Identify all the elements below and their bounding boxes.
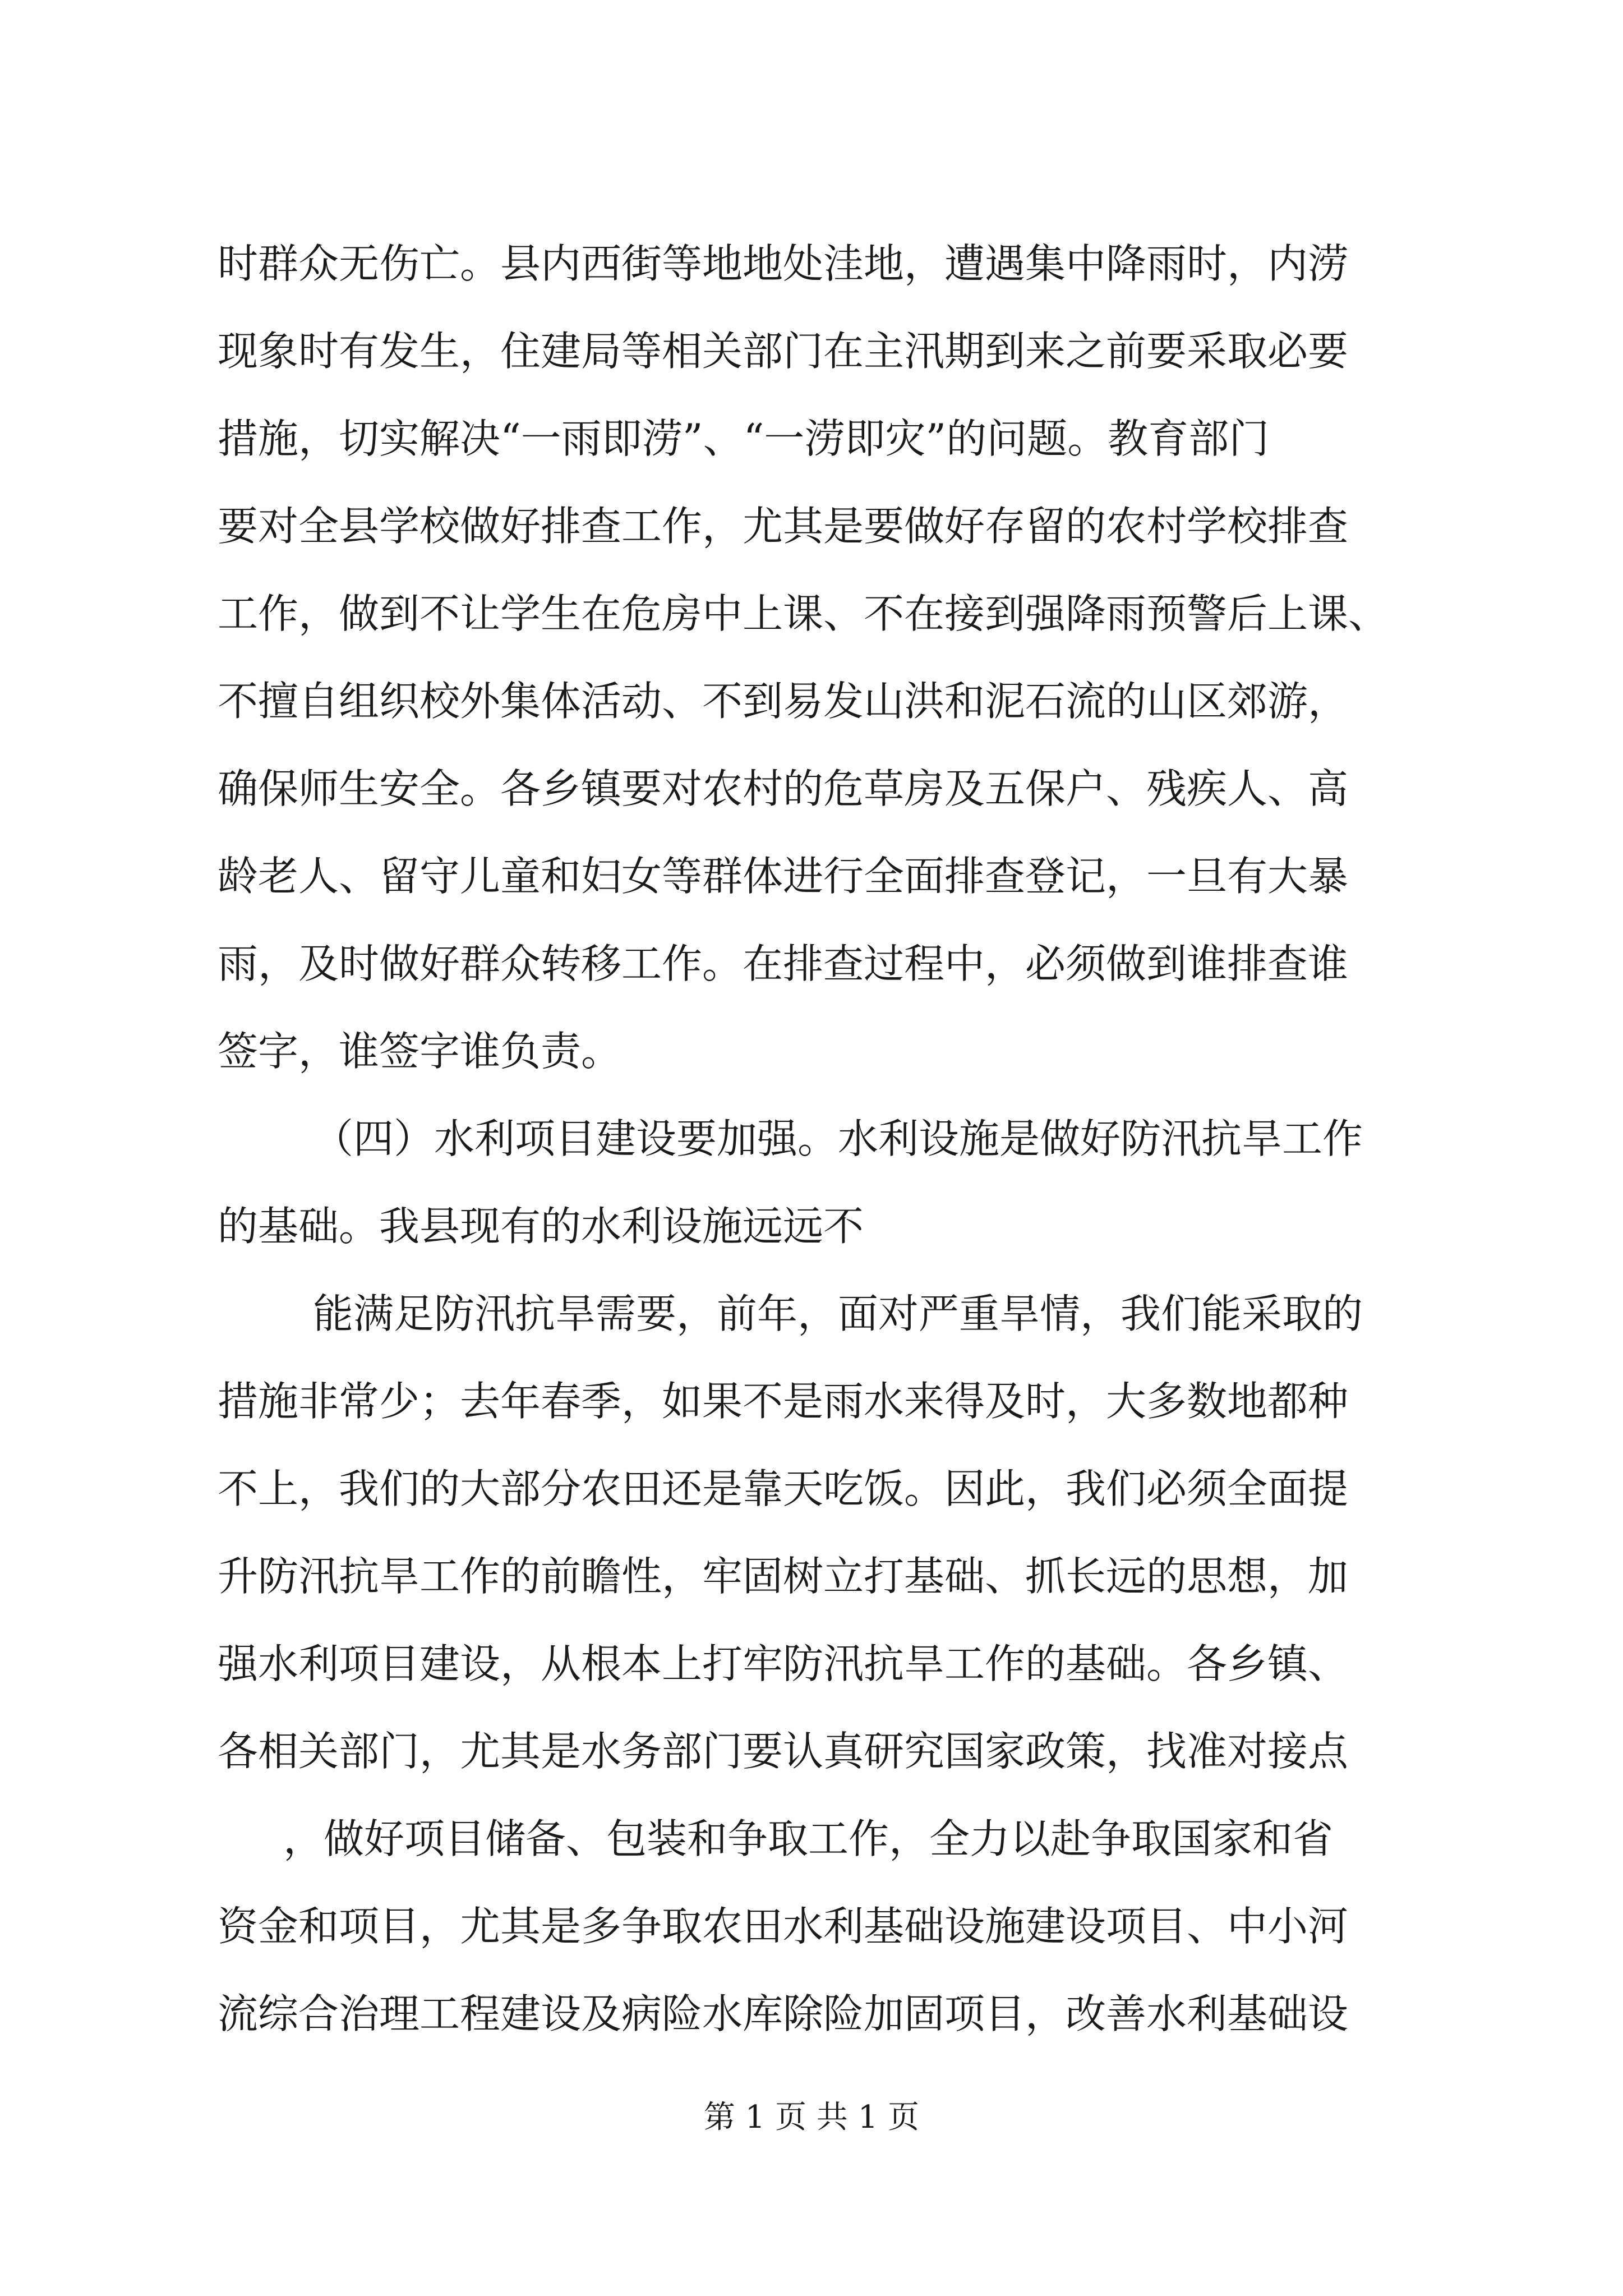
text-line-18: 各相关部门，尤其是水务部门要认真研究国家政策，找准对接点 <box>218 1728 1349 1775</box>
text-line-12: 的基础。我县现有的水利设施远远不 <box>218 1203 864 1250</box>
page-footer: 第 1 页 共 1 页 <box>703 2099 920 2136</box>
text-line-1: 时群众无伤亡。县内西街等地地处洼地，遭遇集中降雨时，内涝 <box>218 240 1349 287</box>
text-line-5: 工作，做到不让学生在危房中上课、不在接到强降雨预警后上课、 <box>218 590 1389 637</box>
text-line-10: 签字，谁签字谁负责。 <box>218 1028 622 1075</box>
text-line-9: 雨，及时做好群众转移工作。在排查过程中，必须做到谁排查谁 <box>218 940 1349 987</box>
text-line-4: 要对全县学校做好排查工作，尤其是要做好存留的农村学校排查 <box>218 503 1349 550</box>
text-line-14: 措施非常少；去年春季，如果不是雨水来得及时，大多数地都种 <box>218 1378 1349 1425</box>
text-line-17: 强水利项目建设，从根本上打牢防汛抗旱工作的基础。各乡镇、 <box>218 1640 1349 1687</box>
section-heading-four: （四）水利项目建设要加强。水利设施是做好防汛抗旱工作 <box>313 1115 1363 1162</box>
text-line-13: 能满足防汛抗旱需要，前年，面对严重旱情，我们能采取的 <box>313 1290 1363 1337</box>
text-line-3: 措施，切实解决“一雨即涝”、“一涝即灾”的问题。教育部门 <box>218 415 1270 462</box>
text-line-2: 现象时有发生，住建局等相关部门在主汛期到来之前要采取必要 <box>218 328 1349 375</box>
text-line-15: 不上，我们的大部分农田还是靠天吃饭。因此，我们必须全面提 <box>218 1465 1349 1512</box>
text-line-16: 升防汛抗旱工作的前瞻性，牢固树立打基础、抓长远的思想，加 <box>218 1553 1349 1600</box>
text-line-7: 确保师生安全。各乡镇要对农村的危草房及五保户、残疾人、高 <box>218 765 1349 812</box>
text-line-8: 龄老人、留守儿童和妇女等群体进行全面排查登记，一旦有大暴 <box>218 853 1349 900</box>
text-line-21: 流综合治理工程建设及病险水库除险加固项目，改善水利基础设 <box>218 1990 1349 2037</box>
text-line-20: 资金和项目，尤其是多争取农田水利基础设施建设项目、中小河 <box>218 1903 1349 1950</box>
text-line-19: ，做好项目储备、包装和争取工作，全力以赴争取国家和省 <box>283 1815 1334 1862</box>
text-line-6: 不擅自组织校外集体活动、不到易发山洪和泥石流的山区郊游， <box>218 678 1349 725</box>
